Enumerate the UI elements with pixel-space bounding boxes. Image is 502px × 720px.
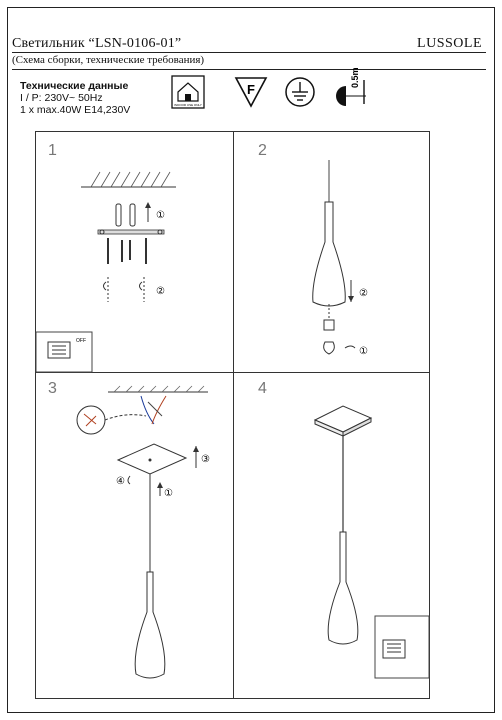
step-number-4: 4 (258, 380, 267, 397)
tech-voltage: I / P: 230V~ 50Hz (20, 92, 103, 104)
indoor-use-icon (172, 76, 204, 108)
step-4-illustration (233, 372, 430, 700)
step-3-mark-4: ④ (116, 476, 125, 487)
assembly-grid (35, 131, 430, 699)
title-rule (12, 52, 486, 53)
safety-icons (170, 67, 380, 114)
indoor-label: INDOOR USE ONLY (174, 103, 202, 107)
step-3-mark-1: ① (164, 488, 173, 499)
document-subtitle: (Схема сборки, технические требования) (12, 54, 205, 66)
distance-label: 0.5m (350, 67, 360, 88)
ground-icon (286, 78, 314, 106)
step-number-1: 1 (48, 142, 57, 159)
subtitle-rule (12, 69, 486, 70)
step-1-off-label: OFF (76, 338, 86, 344)
tech-heading: Технические данные (20, 80, 129, 92)
step-2-mark-2: ② (359, 288, 368, 299)
svg-text:F: F (247, 82, 255, 97)
min-distance-icon (336, 67, 366, 106)
step-number-2: 2 (258, 142, 267, 159)
step-1-mark-2: ② (156, 286, 165, 297)
step-1-illustration (36, 132, 233, 372)
step-number-3: 3 (48, 380, 57, 397)
step-2-illustration (233, 132, 430, 372)
brand-name: LUSSOLE (417, 36, 482, 51)
f-mark-icon (236, 78, 266, 106)
document-title: Светильник “LSN-0106-01” (12, 36, 182, 51)
step-2-mark-1: ① (359, 346, 368, 357)
step-3-illustration (36, 372, 233, 700)
step-1-mark-1: ① (156, 210, 165, 221)
step-3-mark-3: ③ (201, 454, 210, 465)
tech-lamp: 1 x max.40W E14,230V (20, 104, 131, 116)
